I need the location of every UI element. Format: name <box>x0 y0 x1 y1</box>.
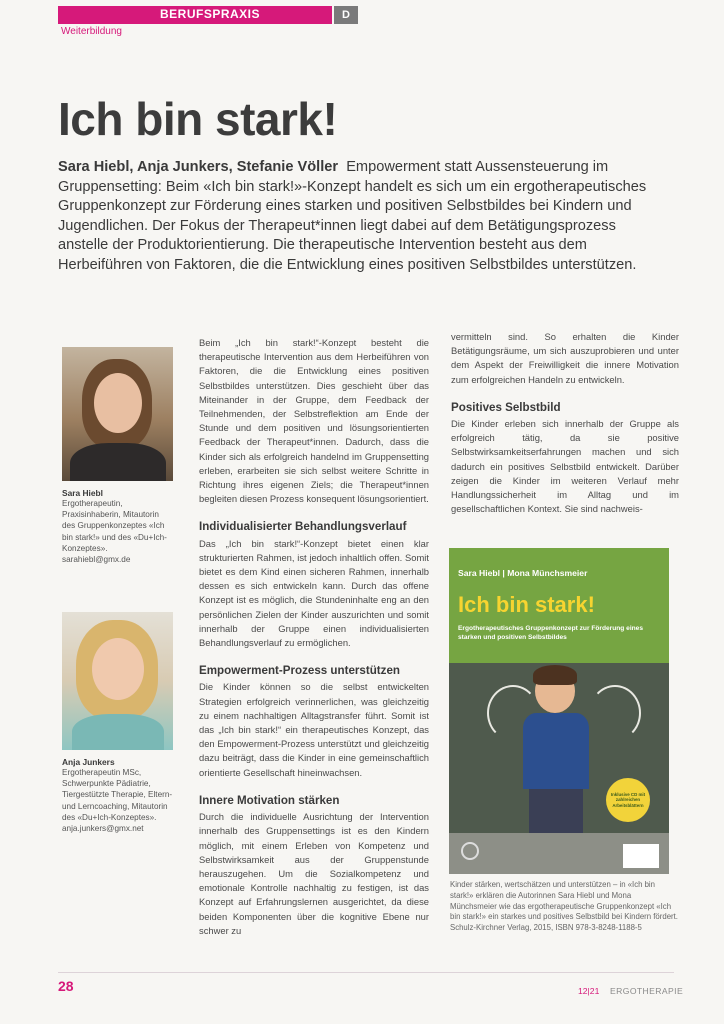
body-column-1 <box>199 336 429 938</box>
chalk-arm-right <box>589 685 641 741</box>
child-hair <box>533 665 577 685</box>
heading-motivation: Innere Motivation stärken <box>199 793 340 807</box>
body-column-2 <box>451 330 679 516</box>
author-bio: Ergotherapeutin MSc, Schwerpunkte Pädiatrie, Tiergestützte Therapie, Eltern- und Lerncoaching, Mitautorin des «Du+Ich-Konzeptes». <box>62 768 173 822</box>
book-title: Ich bin stark! <box>458 592 595 617</box>
article-title: Ich bin stark! <box>58 93 338 145</box>
cd-icon <box>461 842 479 860</box>
child-figure <box>523 713 589 789</box>
issue-number: 12|21 <box>578 986 600 996</box>
body-paragraph: Durch die individuelle Ausrichtung der Intervention innerhalb des Gruppensettings ist es den Kindern möglich, mit einem Erleben von Kompetenz und Selbstwirksamkeit aus der Gruppenstunde herauszugehen. Um die Sozialkompetenz und emotionale Kontrolle nachhaltig zu festigen, ist das Konzept auf Erfahrungslernen ausgerichtet, da diese beiden Komponenten über die kognitive Ebene nur schwer zu <box>199 811 429 936</box>
author-photo-sara-hiebl <box>62 347 173 481</box>
body-paragraph: Das „Ich bin stark!“-Konzept bietet einen klar strukturierten Rahmen, ist jedoch inhaltlich offen. Somit bietet es dem Kind einen sicheren Rahmen, innerhalb dessen es sich entwickeln kann. Durch das offene Konzept ist es möglich, die Stundeninhalte eng an den persönlichen Zielen der Kinder auszurichten und somit innerhalb der Gruppe einen individualisierten Behandlungsverlauf zu ermöglichen. <box>199 537 429 649</box>
author-caption-1 <box>62 488 174 565</box>
article-lead <box>58 158 658 276</box>
publisher-logo-icon <box>623 844 659 868</box>
book-subtitle: Ergotherapeutisches Gruppenkonzept zur Förderung eines starken und positiven Selbstbildes <box>458 625 644 641</box>
author-name: Anja Junkers <box>62 757 115 767</box>
cd-seal-badge: Inklusive CD mit zahlreichen Arbeitsblättern <box>606 778 650 822</box>
author-email: sarahiebl@gmx.de <box>62 555 131 565</box>
heading-empowerment: Empowerment-Prozess unterstützen <box>199 664 400 678</box>
heading-individualisiert: Individualisierter Behandlungsverlauf <box>199 520 407 534</box>
author-email: anja.junkers@gmx.net <box>62 824 144 834</box>
body-paragraph: Die Kinder können so die selbst entwickelten Strategien erfolgreich verinnerlichen, was gleichzeitig zu einem nachhaltigen Alltagstransfer führt. Somit ist das „Ich bin stark!“ ein therapeutisches Konzept, das den Empowerment-Prozess unterstützt und gleichzeitig dazu beiträgt, dass die Kinder in eine gemeinschaftlich orientierte Gesellschaft hineinwachsen. <box>199 681 429 778</box>
author-name: Sara Hiebl <box>62 488 103 498</box>
lead-text: Empowerment statt Aussensteuerung im Gruppensetting: Beim «Ich bin stark!»-Konzept handelt es sich um ein ergotherapeutisches Gruppenkonzept zur Förderung eines starken und positiven Selbstbildes bei Kindern und Jugendlichen. Der Fokus der Therapeut*innen liegt dabei auf dem Betätigungsprozess anstelle der Produktorientierung. Die therapeutische Intervention besteht aus dem Herbeiführen von Faktoren, die die Entwicklung eines positiven Selbstbildes unterstützen. <box>58 159 647 273</box>
heading-selbstbild: Positives Selbstbild <box>451 400 561 414</box>
footer-divider <box>58 972 674 973</box>
author-bio: Ergotherapeutin, Praxisinhaberin, Mitautorin des Gruppenkonzeptes «Ich bin stark!» und des «Du+Ich-Konzeptes». <box>62 499 167 553</box>
body-intro: Beim „Ich bin stark!“-Konzept besteht die therapeutische Intervention aus dem Herbeiführen von Faktoren, die die Entwicklung eines positiven Selbstbildes unterstützen. Dies geschieht über das Miteinander in der Gruppe, dem Feedback der Teilnehmenden, der Selbstreflektion am Ende der Stunde und dem positiven und lösungsorientierten Feedback der Therapeut*innen. Dadurch, dass die Kinder sich als erfolgreich handelnd im Gruppensetting erleben, erarbeiten sie sich selbst weitere Schritte in Richtung ihres eigenen Ziels; die Therapeut*innen begleiten diesen Prozess konsequent lösungsorientiert. <box>199 337 429 505</box>
author-caption-2 <box>62 757 174 834</box>
lead-authors: Sara Hiebl, Anja Junkers, Stefanie Völler <box>58 159 339 175</box>
author-photo-anja-junkers <box>62 612 173 750</box>
body-paragraph: vermitteln sind. So erhalten die Kinder Betätigungsräume, um sich auszuprobieren und unter dem Aspekt der Freiwilligkeit die innere Motivation zum erfolgreichen Handeln zu entwickeln. <box>451 331 679 385</box>
page-number: 28 <box>58 978 74 994</box>
book-cover-image <box>449 548 669 874</box>
book-authors: Sara Hiebl | Mona Münchsmeier <box>458 568 588 578</box>
journal-name: ERGOTHERAPIE <box>610 986 684 996</box>
child-legs <box>529 789 583 833</box>
subsection-label: Weiterbildung <box>61 26 122 37</box>
section-label: BERUFSPRAXIS <box>160 7 261 21</box>
language-badge: D <box>334 6 358 24</box>
book-caption: Kinder stärken, wertschätzen und unterstützen – in «Ich bin stark!» erklären die Autorinnen Sara Hiebl und Mona Münchsmeier wie das ergotherapeutische Gruppenkonzept «Ich bin stark!» ein starkes und positives Selbstbild bei Kindern fördert. Schulz-Kirchner Verlag, 2015, ISBN 978-3-8248-1188-5 <box>450 880 678 933</box>
body-paragraph: Die Kinder erleben sich innerhalb der Gruppe als erfolgreich tätig, da sie positive Selbstwirksamkeitserfahrungen machen und sich dadurch ein positives Selbstbild entwickelt. Darüber zeigen die Kinder im weiteren Verlauf mehr Handlungssicherheit im Alltag und im gesellschaftlichen Kontext. Sie sind nachweis- <box>451 418 679 515</box>
